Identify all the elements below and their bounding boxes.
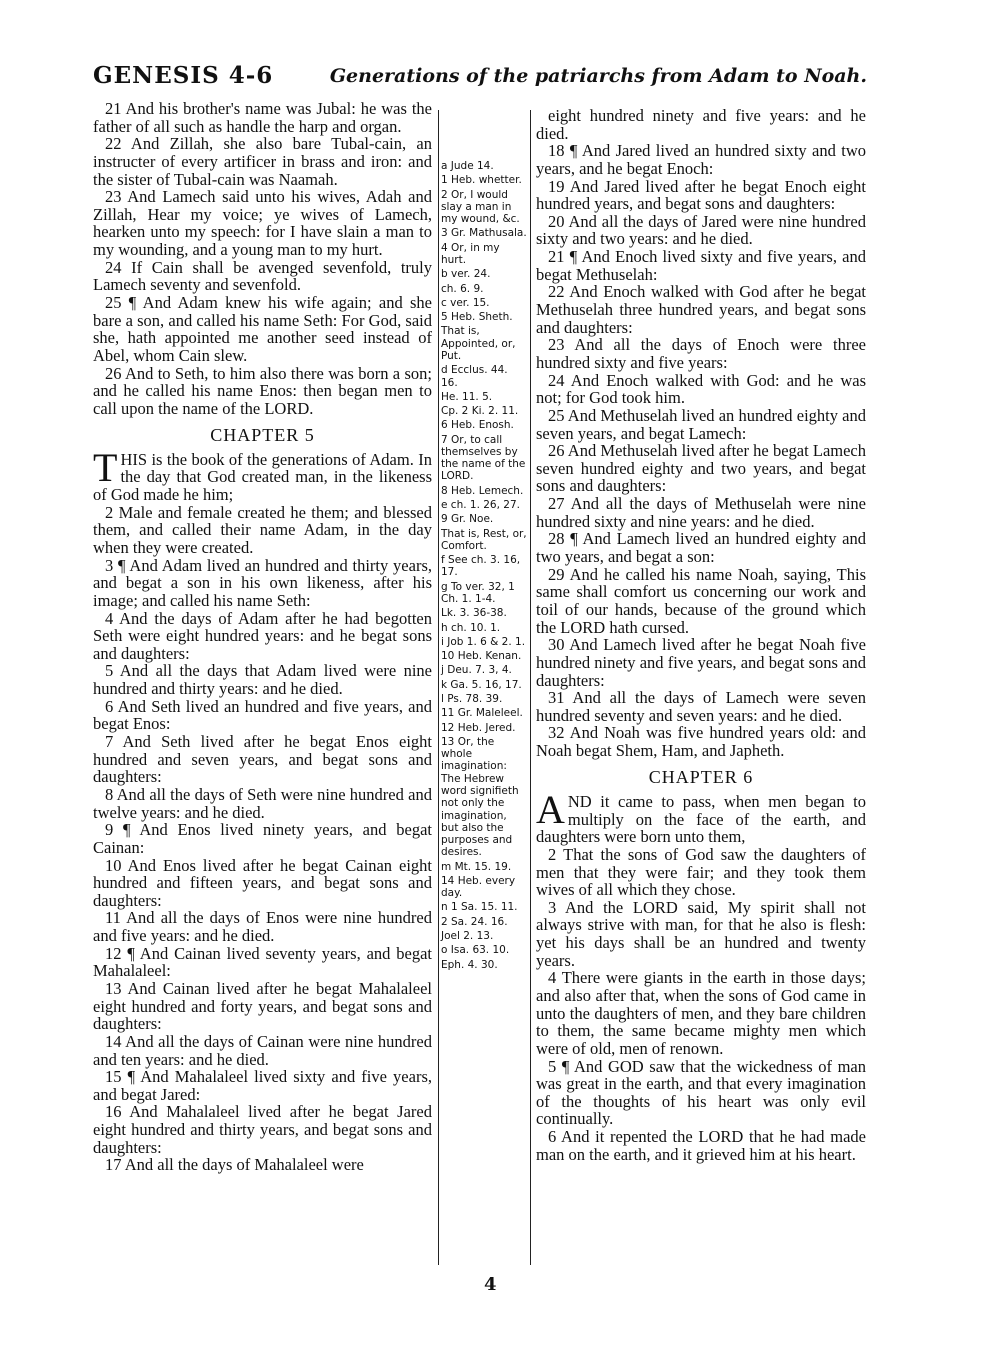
verse: 12 ¶ And Cainan lived seventy years, and begat Mahalaleel: bbox=[93, 943, 432, 981]
verse: 17 And all the days of Mahalaleel were bbox=[105, 1155, 364, 1175]
verse: 25 And Methuselah lived an hundred eighty and seven years, and begat Lamech: bbox=[536, 405, 866, 443]
verse: 4 There were giants in the earth in those days; and also after that, when the sons of God came in unto the daughters of men, and they bare children to them, the same became mighty men which were of old, men of renown. bbox=[536, 968, 866, 1058]
verse: 32 And Noah was five hundred years old: and Noah begat Shem, Ham, and Japheth. bbox=[536, 723, 866, 761]
verse: eight hundred ninety and five years: and he died. bbox=[536, 106, 866, 143]
margin-reference: 2 Or, I would slay a man in my wound, &c. bbox=[441, 188, 520, 226]
chapter-5-first-verse-text: HIS is the book of the generations of Adam. In the day that God created man, in the likeness of God made he him; bbox=[93, 449, 432, 505]
margin-reference: 6 Heb. Enosh. bbox=[441, 419, 514, 432]
margin-reference: 14 Heb. every day. bbox=[441, 874, 516, 900]
margin-reference: e ch. 1. 26, 27. bbox=[441, 499, 520, 512]
margin-reference: 5 Heb. Sheth. bbox=[441, 311, 513, 324]
verse: 21 ¶ And Enoch lived sixty and five years, and begat Methuselah: bbox=[536, 247, 866, 284]
verse: 28 ¶ And Lamech lived an hundred eighty and two years, and begat a son: bbox=[536, 529, 866, 567]
chapter-heading-5: CHAPTER 5 bbox=[210, 424, 315, 445]
verse: 27 And all the days of Methuselah were nine hundred sixty and nine years: and he died. bbox=[536, 494, 866, 531]
marginal-references bbox=[441, 160, 527, 973]
verse: 3 And the LORD said, My spirit shall not always strive with man, for that he also is flesh: yet his days shall be an hundred and twenty years. bbox=[536, 897, 866, 970]
verse: 16 And Mahalaleel lived after he begat Jared eight hundred and thirty years, and begat sons and daughters: bbox=[93, 1102, 432, 1157]
verse: 30 And Lamech lived after he begat Noah five hundred ninety and five years, and begat sons and daughters: bbox=[536, 635, 866, 690]
margin-reference: 9 Gr. Noe. bbox=[441, 513, 494, 526]
verse: 14 And all the days of Cainan were nine hundred and ten years: and he died. bbox=[93, 1031, 432, 1069]
right-column bbox=[536, 107, 866, 1163]
verse: 20 And all the days of Jared were nine hundred sixty and two years: and he died. bbox=[536, 211, 866, 249]
running-title: Generations of the patriarchs from Adam to Noah. bbox=[329, 65, 867, 87]
verse: 2 Male and female created he them; and blessed them, and called their name Adam, in the day when they were created. bbox=[93, 502, 432, 557]
verse: 19 And Jared lived after he begat Enoch eight hundred years, and begat sons and daughters: bbox=[536, 176, 866, 214]
verse: 3 ¶ And Adam lived an hundred and thirty years, and begat a son in his own likeness, after his image; and called his name Seth: bbox=[93, 555, 432, 610]
column-rule-left bbox=[438, 110, 439, 1265]
margin-reference: l Ps. 78. 39. bbox=[441, 692, 503, 705]
verse: 26 And to Seth, to him also there was born a son; and he called his name Enos: then began men to call upon the name of the LORD. bbox=[93, 363, 432, 418]
margin-reference: 4 Or, in my hurt. bbox=[441, 241, 500, 266]
margin-reference: h ch. 10. 1. bbox=[441, 621, 501, 634]
right-verses-ch5 bbox=[536, 107, 866, 760]
margin-reference: m Mt. 15. 19. bbox=[441, 860, 512, 873]
margin-reference: 7 Or, to call themselves by the name of the LORD. bbox=[441, 433, 526, 483]
dropcap-letter: A bbox=[536, 786, 565, 832]
verse: 13 And Cainan lived after he begat Mahalaleel eight hundred and forty years, and begat sons and daughters: bbox=[93, 979, 432, 1034]
verse: 22 And Enoch walked with God after he begat Methuselah three hundred years, and begat sons and daughters: bbox=[536, 282, 866, 337]
verse: 10 And Enos lived after he begat Cainan eight hundred and fifteen years, and begat sons and daughters: bbox=[93, 855, 432, 910]
dropcap-letter: T bbox=[93, 444, 118, 490]
verse: 5 ¶ And GOD saw that the wickedness of man was great in the earth, and that every imagination of the thoughts of his heart was only evil continually. bbox=[536, 1056, 866, 1129]
margin-reference: d Ecclus. 44. 16. bbox=[441, 364, 508, 389]
margin-reference: 8 Heb. Lemech. bbox=[441, 484, 524, 497]
chapter-6-first-verse bbox=[536, 786, 866, 847]
left-verses-ch4 bbox=[93, 100, 432, 418]
verse: 6 And it repented the LORD that he had made man on the earth, and it grieved him at his heart. bbox=[536, 1127, 866, 1164]
margin-reference: j Deu. 7. 3, 4. bbox=[441, 664, 512, 677]
verse: 22 And Zillah, she also bare Tubal-cain, an instructer of every artificer in brass and iron: and the sister of Tubal-cain was Naamah. bbox=[93, 134, 432, 189]
margin-reference: f See ch. 3. 16, 17. bbox=[441, 554, 521, 579]
margin-reference: He. 11. 5. bbox=[441, 390, 493, 403]
book-chapter-reference: GENESIS 4-6 bbox=[93, 62, 274, 89]
margin-reference: Eph. 4. 30. bbox=[441, 958, 498, 971]
margin-reference: 12 Heb. Jered. bbox=[441, 721, 516, 734]
verse: 21 And his brother's name was Jubal: he was the father of all such as handle the harp and organ. bbox=[93, 99, 432, 136]
verse: 11 And all the days of Enos were nine hundred and five years: and he died. bbox=[93, 908, 432, 946]
margin-reference: 1 Heb. whetter. bbox=[441, 174, 522, 187]
page-number: 4 bbox=[484, 1274, 497, 1295]
verse: 31 And all the days of Lamech were seven hundred seventy and seven years: and he died. bbox=[536, 688, 866, 725]
margin-reference: n 1 Sa. 15. 11. bbox=[441, 901, 518, 914]
verse: 7 And Seth lived after he begat Enos eight hundred and seven years, and begat sons and daughters: bbox=[93, 732, 432, 787]
margin-reference: ch. 6. 9. bbox=[441, 282, 484, 295]
chapter-6-first-verse-text: ND it came to pass, when men began to multiply on the face of the earth, and daughters were born unto them, bbox=[536, 791, 866, 847]
verse: 8 And all the days of Seth were nine hundred and twelve years: and he died. bbox=[93, 784, 432, 822]
margin-reference: Cp. 2 Ki. 2. 11. bbox=[441, 405, 519, 418]
left-column bbox=[93, 100, 432, 1174]
chapter-heading-6: CHAPTER 6 bbox=[648, 766, 754, 787]
margin-reference: a Jude 14. bbox=[441, 160, 494, 172]
margin-reference: c ver. 15. bbox=[441, 296, 490, 309]
verse: 6 And Seth lived an hundred and five years, and begat Enos: bbox=[93, 696, 432, 734]
left-verses-ch5 bbox=[93, 504, 432, 1174]
margin-reference: o Isa. 63. 10. bbox=[441, 944, 510, 957]
margin-reference: That is, Rest, or, Comfort. bbox=[441, 527, 527, 552]
margin-reference: g To ver. 32, 1 Ch. 1. 1-4. bbox=[441, 580, 515, 605]
verse: 15 ¶ And Mahalaleel lived sixty and five years, and begat Jared: bbox=[93, 1067, 432, 1104]
column-rule-right bbox=[530, 110, 531, 1265]
margin-reference: Joel 2. 13. bbox=[441, 930, 494, 943]
verse: 18 ¶ And Jared lived an hundred sixty and two years, and he begat Enoch: bbox=[536, 141, 866, 178]
margin-reference: k Ga. 5. 16, 17. bbox=[441, 678, 522, 691]
chapter-5-first-verse bbox=[93, 444, 432, 505]
verse: 24 And Enoch walked with God: and he was not; for God took him. bbox=[536, 370, 866, 408]
verse: 2 That the sons of God saw the daughters of men that they were fair; and they took them wives of all which they chose. bbox=[536, 844, 866, 900]
right-verses-ch6 bbox=[536, 846, 866, 1164]
verse: 24 If Cain shall be avenged sevenfold, truly Lamech seventy and sevenfold. bbox=[93, 257, 432, 295]
verse: 9 ¶ And Enos lived ninety years, and begat Cainan: bbox=[93, 820, 432, 857]
verse: 23 And Lamech said unto his wives, Adah and Zillah, Hear my voice; ye wives of Lamech, hearken unto my speech: for I have slain a man to my wounding, and a young man to my hurt. bbox=[93, 187, 432, 260]
margin-reference: b ver. 24. bbox=[441, 268, 491, 281]
margin-reference: i Job 1. 6 & 2. 1. bbox=[441, 635, 526, 648]
verse: 23 And all the days of Enoch were three hundred sixty and five years: bbox=[536, 335, 866, 372]
margin-reference: That is, Appointed, or, Put. bbox=[441, 325, 516, 362]
verse: 29 And he called his name Noah, saying, This same shall comfort us concerning our work and toil of our hands, because of the ground which the LORD hath cursed. bbox=[536, 564, 866, 637]
verse: 4 And the days of Adam after he had begotten Seth were eight hundred years: and he begat sons and daughters: bbox=[93, 608, 432, 663]
margin-reference: 11 Gr. Maleleel. bbox=[441, 707, 523, 720]
margin-reference: 10 Heb. Kenan. bbox=[441, 650, 522, 663]
verse: 25 ¶ And Adam knew his wife again; and she bare a son, and called his name Seth: For God, said she, hath appointed me another seed instead of Abel, whom Cain slew. bbox=[93, 293, 432, 365]
margin-reference: Lk. 3. 36-38. bbox=[441, 607, 507, 620]
running-header bbox=[93, 62, 867, 98]
margin-reference: 13 Or, the whole imagination: The Hebrew word signifieth not only the imagination, but also the purposes and desires. bbox=[441, 735, 519, 859]
verse: 5 And all the days that Adam lived were nine hundred and thirty years: and he died. bbox=[93, 661, 432, 699]
margin-reference: 2 Sa. 24. 16. bbox=[441, 915, 508, 928]
verse: 26 And Methuselah lived after he begat Lamech seven hundred eighty and two years, and begat sons and daughters: bbox=[536, 441, 866, 496]
margin-reference: 3 Gr. Mathusala. bbox=[441, 227, 527, 240]
